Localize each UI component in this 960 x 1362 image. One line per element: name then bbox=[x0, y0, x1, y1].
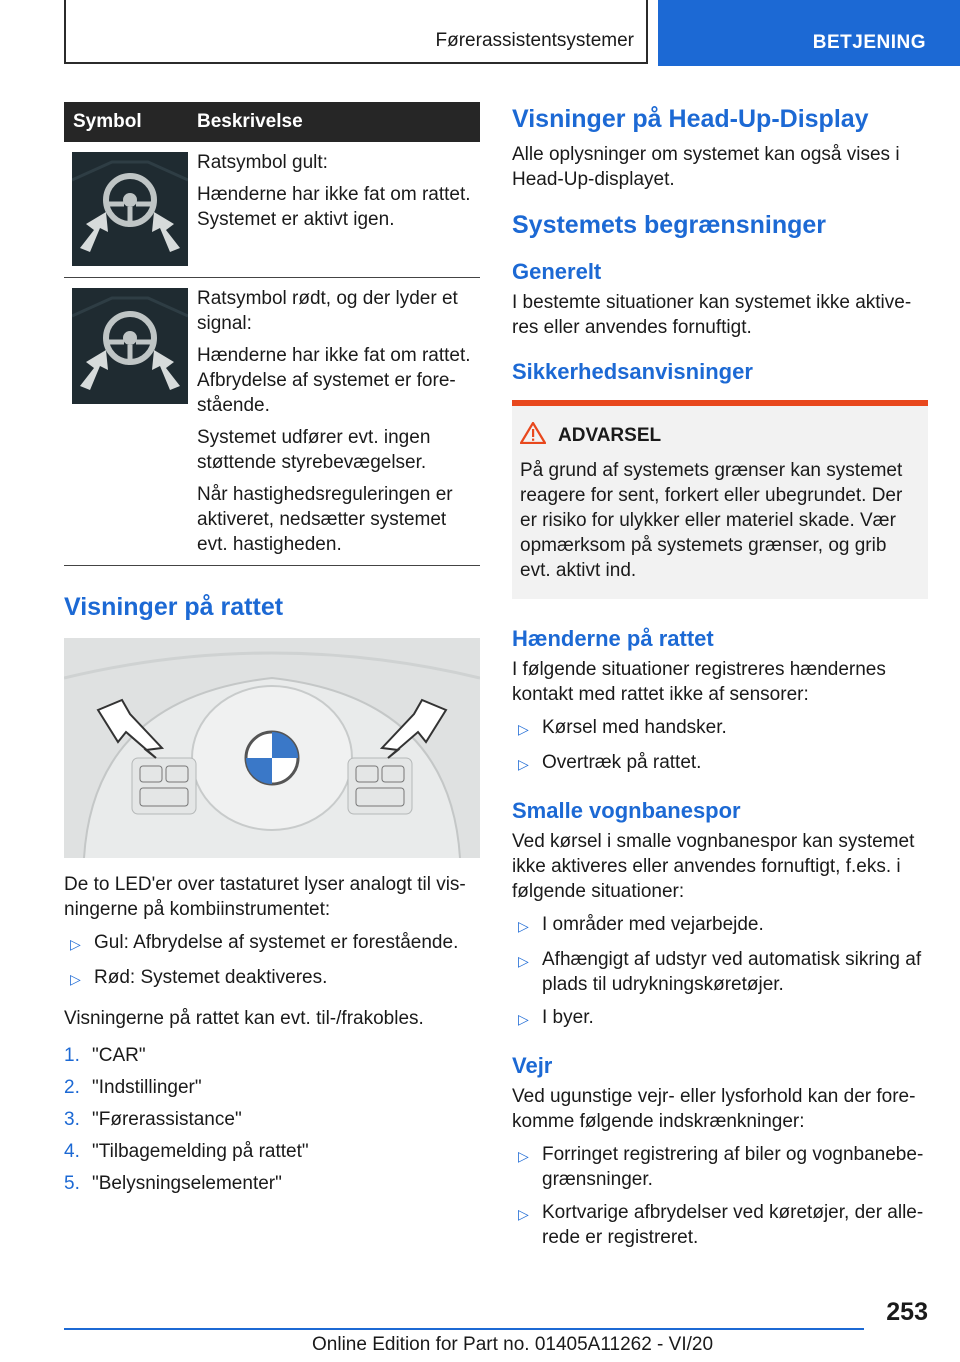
table-header bbox=[64, 102, 480, 142]
table-cell-symbol bbox=[64, 278, 188, 565]
numbered-item bbox=[64, 1043, 480, 1068]
list-item bbox=[512, 1005, 928, 1032]
bullet-marker-icon: ▷ bbox=[70, 971, 81, 987]
numbered-item bbox=[64, 1171, 480, 1196]
item-text: "Belysningselementer" bbox=[92, 1173, 282, 1194]
symbol-table bbox=[64, 102, 480, 566]
list-item bbox=[512, 750, 928, 777]
warning-title-text: ADVARSEL bbox=[558, 425, 662, 446]
list-item-text: Gul: Afbrydelse af systemet er forestående. bbox=[94, 932, 459, 953]
bullet-marker-icon: ▷ bbox=[518, 1148, 529, 1164]
list-item-text: Rød: Systemet deaktiveres. bbox=[94, 967, 328, 988]
item-text: "Indstillinger" bbox=[92, 1077, 202, 1098]
general-heading: Generelt bbox=[512, 259, 602, 284]
list-item bbox=[512, 715, 928, 742]
numbered-item bbox=[64, 1075, 480, 1100]
list-item bbox=[64, 930, 480, 957]
hud-text: Alle oplysninger om systemet kan også vises i Head-Up-displayet. bbox=[512, 144, 900, 190]
warning-triangle-icon bbox=[520, 422, 558, 450]
header-section-box bbox=[64, 0, 648, 64]
table-row bbox=[64, 278, 480, 566]
weather-text: Ved ugunstige vejr- eller lysforhold kan der fore-komme følgende indskrænkninger: bbox=[512, 1086, 916, 1132]
warning-box bbox=[512, 400, 928, 599]
steering-wheel-yellow-icon bbox=[72, 152, 188, 266]
weather-heading: Vejr bbox=[512, 1053, 553, 1078]
lanes-text: Ved kørsel i smalle vognbanespor kan systemet ikke aktiveres eller anvendes fornuftigt, f.eks. i følgende situationer: bbox=[512, 831, 915, 902]
bullet-marker-icon: ▷ bbox=[518, 1011, 529, 1027]
bullet-marker-icon: ▷ bbox=[518, 918, 529, 934]
table-cell-description bbox=[188, 142, 480, 277]
bullet-marker-icon: ▷ bbox=[518, 1206, 529, 1222]
left-column bbox=[64, 102, 480, 1196]
item-text: "Førerassistance" bbox=[92, 1109, 242, 1130]
warning-text: På grund af systemets grænser kan systemet reagere for sent, forkert eller ubegrundet. Der er risiko for ulykker eller materiel skade. Vær opmærksom på systemets grænser, og grib evt. aktivt ind. bbox=[520, 460, 903, 581]
description-paragraph: Ratsymbol gult: bbox=[197, 152, 328, 173]
list-item-text: I byer. bbox=[542, 1007, 594, 1028]
limits-heading: Systemets begrænsninger bbox=[512, 211, 826, 239]
description-paragraph: Hænderne har ikke fat om rattet. Systemet er aktivt igen. bbox=[197, 184, 471, 230]
list-item-text: Kortvarige afbrydelser ved køretøjer, der alle-rede er registreret. bbox=[542, 1202, 924, 1248]
item-number: 4. bbox=[64, 1141, 80, 1162]
list-item-text: Kørsel med handsker. bbox=[542, 717, 727, 738]
bullet-marker-icon: ▷ bbox=[518, 953, 529, 969]
list-item bbox=[64, 965, 480, 992]
item-number: 5. bbox=[64, 1173, 80, 1194]
bullet-marker-icon: ▷ bbox=[70, 936, 81, 952]
table-cell-description bbox=[188, 278, 480, 565]
item-number: 1. bbox=[64, 1045, 80, 1066]
list-item-text: Forringet registrering af biler og vognbanebe-grænsninger. bbox=[542, 1144, 924, 1190]
safety-heading: Sikkerhedsanvisninger bbox=[512, 359, 753, 384]
list-item-text: Afhængigt af udstyr ved automatisk sikring af plads til udrykningskøretøjer. bbox=[542, 949, 922, 995]
steering-wheel-image bbox=[64, 638, 480, 858]
table-row bbox=[64, 142, 480, 278]
lanes-heading: Smalle vognbanespor bbox=[512, 798, 741, 823]
steering-wheel-displays-heading: Visninger på rattet bbox=[64, 593, 284, 621]
table-header-description: Beskrivelse bbox=[197, 111, 303, 132]
hands-heading: Hænderne på rattet bbox=[512, 626, 714, 651]
description-paragraph: Hænderne har ikke fat om rattet. Afbrydelse af systemet er fore-stående. bbox=[197, 345, 471, 416]
description-paragraph: Systemet udfører evt. ingen støttende styrebevægelser. bbox=[197, 427, 431, 473]
toggle-note-text: Visningerne på rattet kan evt. til-/frakobles. bbox=[64, 1008, 424, 1029]
right-column bbox=[512, 102, 928, 1250]
header-section-title: Førerassistentsystemer bbox=[435, 30, 634, 51]
numbered-item bbox=[64, 1107, 480, 1132]
general-text: I bestemte situationer kan systemet ikke aktive-res eller anvendes fornuftigt. bbox=[512, 292, 912, 338]
list-item-text: I områder med vejarbejde. bbox=[542, 914, 764, 935]
numbered-item bbox=[64, 1139, 480, 1164]
list-item bbox=[512, 1200, 928, 1250]
list-item bbox=[512, 947, 928, 997]
bullet-marker-icon: ▷ bbox=[518, 721, 529, 737]
hands-text: I følgende situationer registreres hændernes kontakt med rattet ikke af sensorer: bbox=[512, 659, 886, 705]
header-chapter-tab bbox=[658, 0, 960, 66]
steering-wheel-red-icon bbox=[72, 288, 188, 404]
header-chapter-label: BETJENING bbox=[812, 32, 926, 53]
item-text: "CAR" bbox=[92, 1045, 146, 1066]
list-item bbox=[512, 1142, 928, 1192]
led-intro-text: De to LED'er over tastaturet lyser analogt til vis-ningerne på kombiinstrumentet: bbox=[64, 874, 466, 920]
description-paragraph: Ratsymbol rødt, og der lyder et signal: bbox=[197, 288, 458, 334]
item-text: "Tilbagemelding på rattet" bbox=[92, 1141, 309, 1162]
item-number: 2. bbox=[64, 1077, 80, 1098]
list-item bbox=[512, 912, 928, 939]
list-item-text: Overtræk på rattet. bbox=[542, 752, 702, 773]
table-cell-symbol bbox=[64, 142, 188, 277]
description-paragraph: Når hastighedsreguleringen er aktiveret, nedsætter systemet evt. hastigheden. bbox=[197, 484, 453, 555]
footer-edition-text: Online Edition for Part no. 01405A11262 - VI/20 bbox=[312, 1334, 714, 1355]
table-header-symbol: Symbol bbox=[73, 111, 142, 132]
hud-heading: Visninger på Head-Up-Display bbox=[512, 105, 869, 133]
bullet-marker-icon: ▷ bbox=[518, 756, 529, 772]
page-number: 253 bbox=[886, 1298, 928, 1326]
warning-title bbox=[520, 422, 920, 450]
item-number: 3. bbox=[64, 1109, 80, 1130]
footer-divider bbox=[64, 1328, 864, 1330]
